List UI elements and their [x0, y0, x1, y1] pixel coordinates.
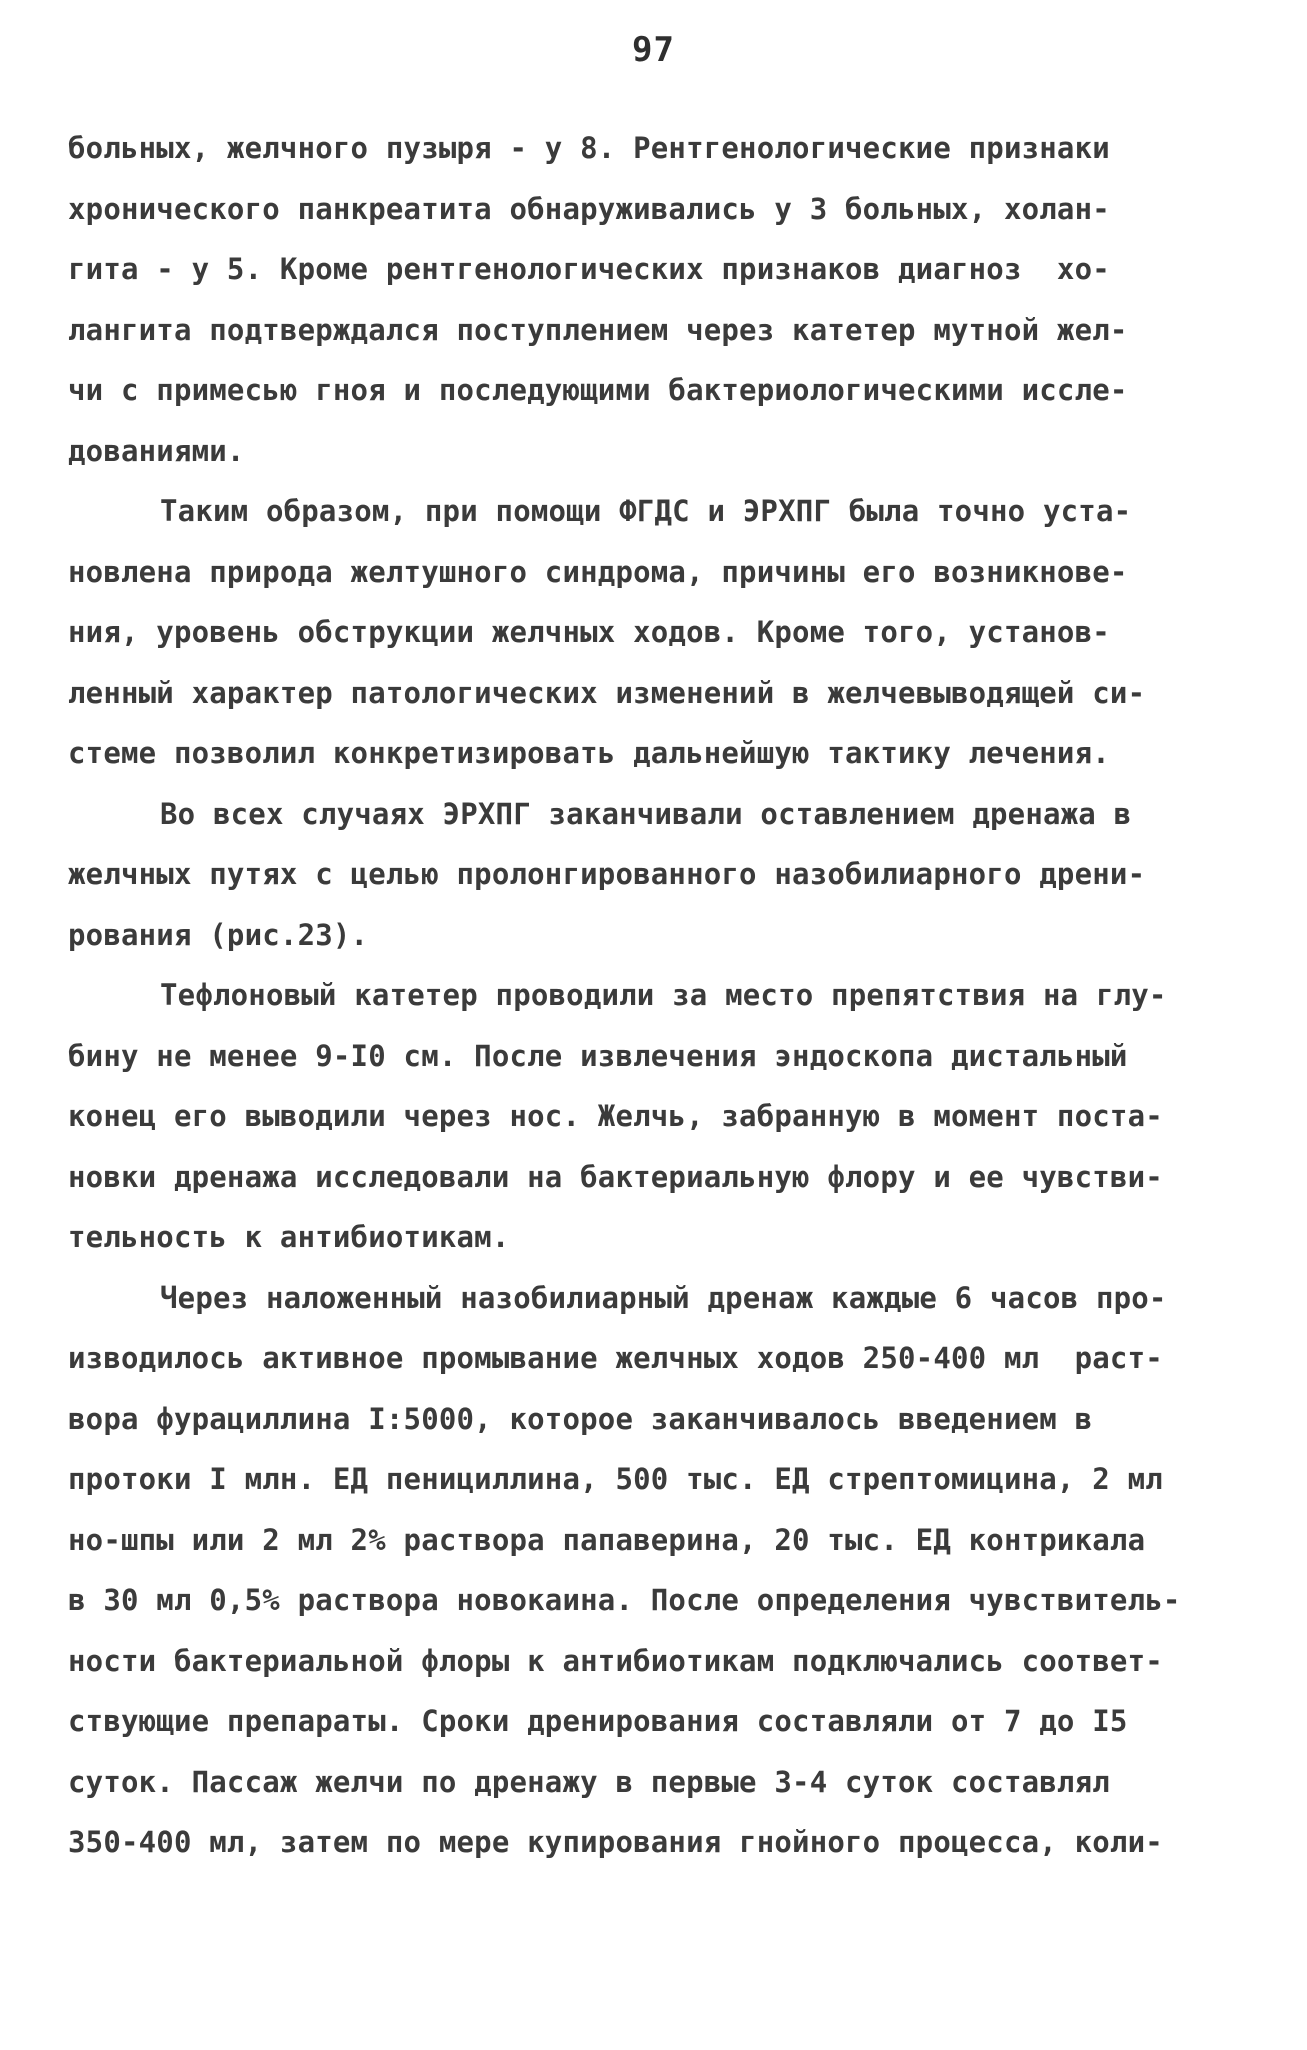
text-line: 350-400 мл, затем по мере купирования гнойного процесса, коли-	[68, 1825, 1163, 1859]
text-line: ности бактериальной флоры к антибиотикам подключались соответ-	[68, 1643, 1163, 1678]
text-line: Тефлоновый катетер проводили за место препятствия на глу-	[160, 978, 1167, 1012]
text-line: ствующие препараты. Сроки дренирования составляли от 7 до I5	[68, 1704, 1128, 1738]
text-line: конец его выводили через нос. Желчь, забранную в момент поста-	[68, 1099, 1163, 1133]
text-line: Через наложенный назобилиарный дренаж каждые 6 часов про-	[160, 1280, 1167, 1315]
text-line: ния, уровень обструкции желчных ходов. Кроме того, установ-	[68, 615, 1110, 649]
body-text	[68, 118, 1248, 1873]
text-line: Таким образом, при помощи ФГДС и ЭРХПГ была точно уста-	[160, 494, 1132, 528]
text-line: желчных путях с целью пролонгированного назобилиарного дрени-	[68, 857, 1146, 891]
text-line: вора фурациллина I:5000, которое заканчивалось введением в	[68, 1401, 1093, 1436]
text-line: чи с примесью гноя и последующими бактериологическими иссле-	[68, 373, 1128, 407]
page-number: 97	[632, 30, 675, 70]
text-line: дованиями.	[68, 433, 245, 468]
text-line: хронического панкреатита обнаруживались у 3 больных, холан-	[68, 191, 1110, 226]
text-line: изводилось активное промывание желчных ходов 250-400 мл раст-	[68, 1341, 1163, 1375]
text-line: больных, желчного пузыря - у 8. Рентгенологические признаки	[68, 131, 1110, 165]
text-line: но-шпы или 2 мл 2% раствора папаверина, 20 тыс. ЕД контрикала	[68, 1522, 1146, 1557]
text-line: новки дренажа исследовали на бактериальную флору и ее чувстви-	[68, 1159, 1163, 1194]
text-line: протоки I млн. ЕД пенициллина, 500 тыс. ЕД стрептомицина, 2 мл	[68, 1462, 1163, 1496]
text-line: лангита подтверждался поступлением через катетер мутной жел-	[68, 312, 1128, 347]
text-line: ленный характер патологических изменений в желчевыводящей си-	[68, 675, 1146, 710]
text-line: бину не менее 9-I0 см. После извлечения эндоскопа дистальный	[68, 1038, 1128, 1073]
text-line: Во всех случаях ЭРХПГ заканчивали оставлением дренажа в	[160, 796, 1132, 831]
text-line: рования (рис.23).	[68, 917, 369, 952]
text-line: гита - у 5. Кроме рентгенологических признаков диагноз хо-	[68, 252, 1110, 286]
text-line: новлена природа желтушного синдрома, причины его возникнове-	[68, 554, 1128, 589]
text-line: в 30 мл 0,5% раствора новокаина. После определения чувствитель-	[68, 1583, 1181, 1617]
text-line: стеме позволил конкретизировать дальнейшую тактику лечения.	[68, 736, 1110, 770]
text-line: тельность к антибиотикам.	[68, 1220, 510, 1254]
text-line: суток. Пассаж желчи по дренажу в первые 3-4 суток составлял	[68, 1764, 1110, 1799]
